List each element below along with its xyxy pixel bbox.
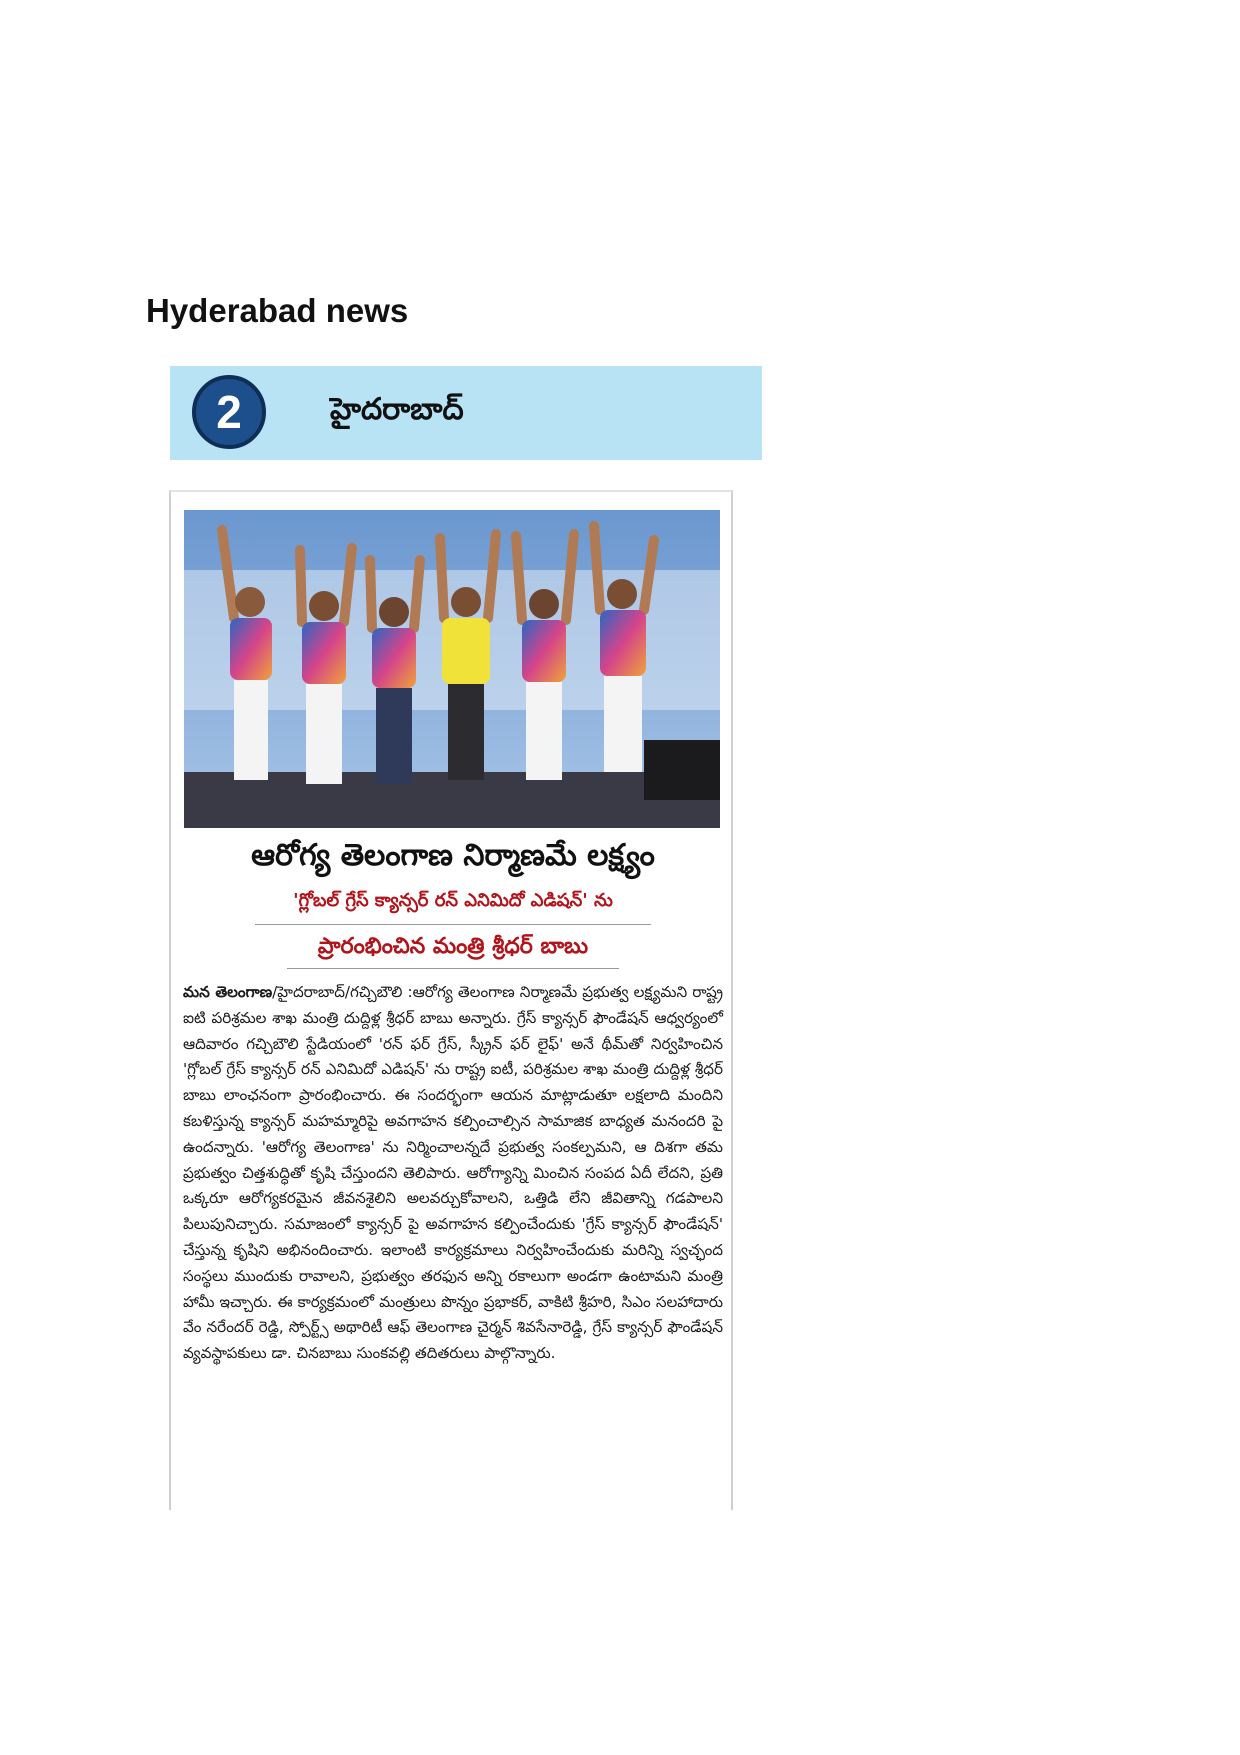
page-number-badge: 2 bbox=[192, 375, 266, 449]
article-subheadline-2: ప్రారంభించిన మంత్రి శ్రీధర్ బాబు bbox=[317, 934, 589, 959]
photo-illustration bbox=[184, 510, 720, 828]
article-dateline: మన తెలంగాణ bbox=[183, 983, 273, 1001]
news-clipping bbox=[169, 490, 733, 1510]
document-title: Hyderabad news bbox=[146, 292, 409, 329]
article-body bbox=[183, 980, 723, 1367]
divider bbox=[255, 924, 651, 925]
section-name: హైదరాబాద్ bbox=[330, 392, 464, 427]
section-header-band bbox=[170, 366, 762, 460]
article-headline: ఆరోగ్య తెలంగాణ నిర్మాణమే లక్ష్యం bbox=[251, 838, 655, 873]
article-body-text: /హైదరాబాద్/గచ్చిబౌలి :ఆరోగ్య తెలంగాణ నిర్మాణమే ప్రభుత్వ లక్ష్యమని రాష్ట్ర ఐటి పరిశ్రమల శాఖ మంత్రి దుద్దిళ్ల శ్రీధర్ బాబు అన్నారు. గ్రేస్ క్యాన్సర్ ఫౌండేషన్ ఆధ్వర్యంలో ఆదివారం గచ్చిబౌలి స్టేడియంలో 'రన్ ఫర్ గ్రేస్, స్క్రీన్ ఫర్ లైఫ్' అనే థీమ్‌తో నిర్వహించిన 'గ్లోబల్ గ్రేస్ క్యాన్సర్ రన్ ఎనిమిదో ఎడిషన్' ను రాష్ట్ర ఐటీ, పరిశ్రమల శాఖ మంత్రి దుద్దిళ్ల శ్రీధర్ బాబు లాంఛనంగా ప్రారంభించారు. ఈ సందర్భంగా ఆయన మాట్లాడుతూ లక్షలాది మందిని కబళిస్తున్న క్యాన్సర్ మహమ్మారిపై అవగాహన కల్పించాల్సిన సామాజిక బాధ్యత మనందరి పై ఉందన్నారు. 'ఆరోగ్య తెలంగాణ' ను నిర్మించాలన్నదే ప్రభుత్వ సంకల్పమని, ఆ దిశగా తమ ప్రభుత్వం చిత్తశుద్ధితో కృషి చేస్తుందని తెలిపారు. ఆరోగ్యాన్ని మించిన సంపద ఏదీ లేదని, ప్రతి ఒక్కరూ ఆరోగ్యకరమైన జీవనశైలిని అలవర్చుకోవాలని, ఒత్తిడి లేని జీవితాన్ని గడపాలని పిలుపునిచ్చారు. సమాజంలో క్యాన్సర్ పై అవగాహన కల్పించేందుకు 'గ్రేస్ క్యాన్సర్ ఫౌండేషన్' చేస్తున్న కృషిని అభినందించారు. ఇలాంటి కార్యక్రమాలు నిర్వహించేందుకు మరిన్ని స్వచ్ఛంద సంస్థలు ముందుకు రావాలని, ప్రభుత్వం తరఫున అన్ని రకాలుగా అండగా ఉంటామని మంత్రి హామీ ఇచ్చారు. ఈ కార్యక్రమంలో మంత్రులు పొన్నం ప్రభాకర్, వాకిటి శ్రీహరి, సిఎం సలహాదారు వేం నరేందర్ రెడ్డి, స్పోర్ట్స్ అథారిటీ ఆఫ్ తెలంగాణ చైర్మన్ శివసేనారెడ్డి, గ్రేస్ క్యాన్సర్ ఫౌండేషన్ వ్యవస్థాపకులు డా. చినబాబు సుంకవల్లి తదితరులు పాల్గొన్నారు. bbox=[183, 983, 723, 1363]
divider bbox=[287, 968, 619, 969]
article-photo bbox=[184, 510, 720, 828]
article-subheadline-1: 'గ్లోబల్ గ్రేస్ క్యాన్సర్ రన్ ఎనిమిదో ఎడిషన్' ను bbox=[293, 890, 613, 911]
